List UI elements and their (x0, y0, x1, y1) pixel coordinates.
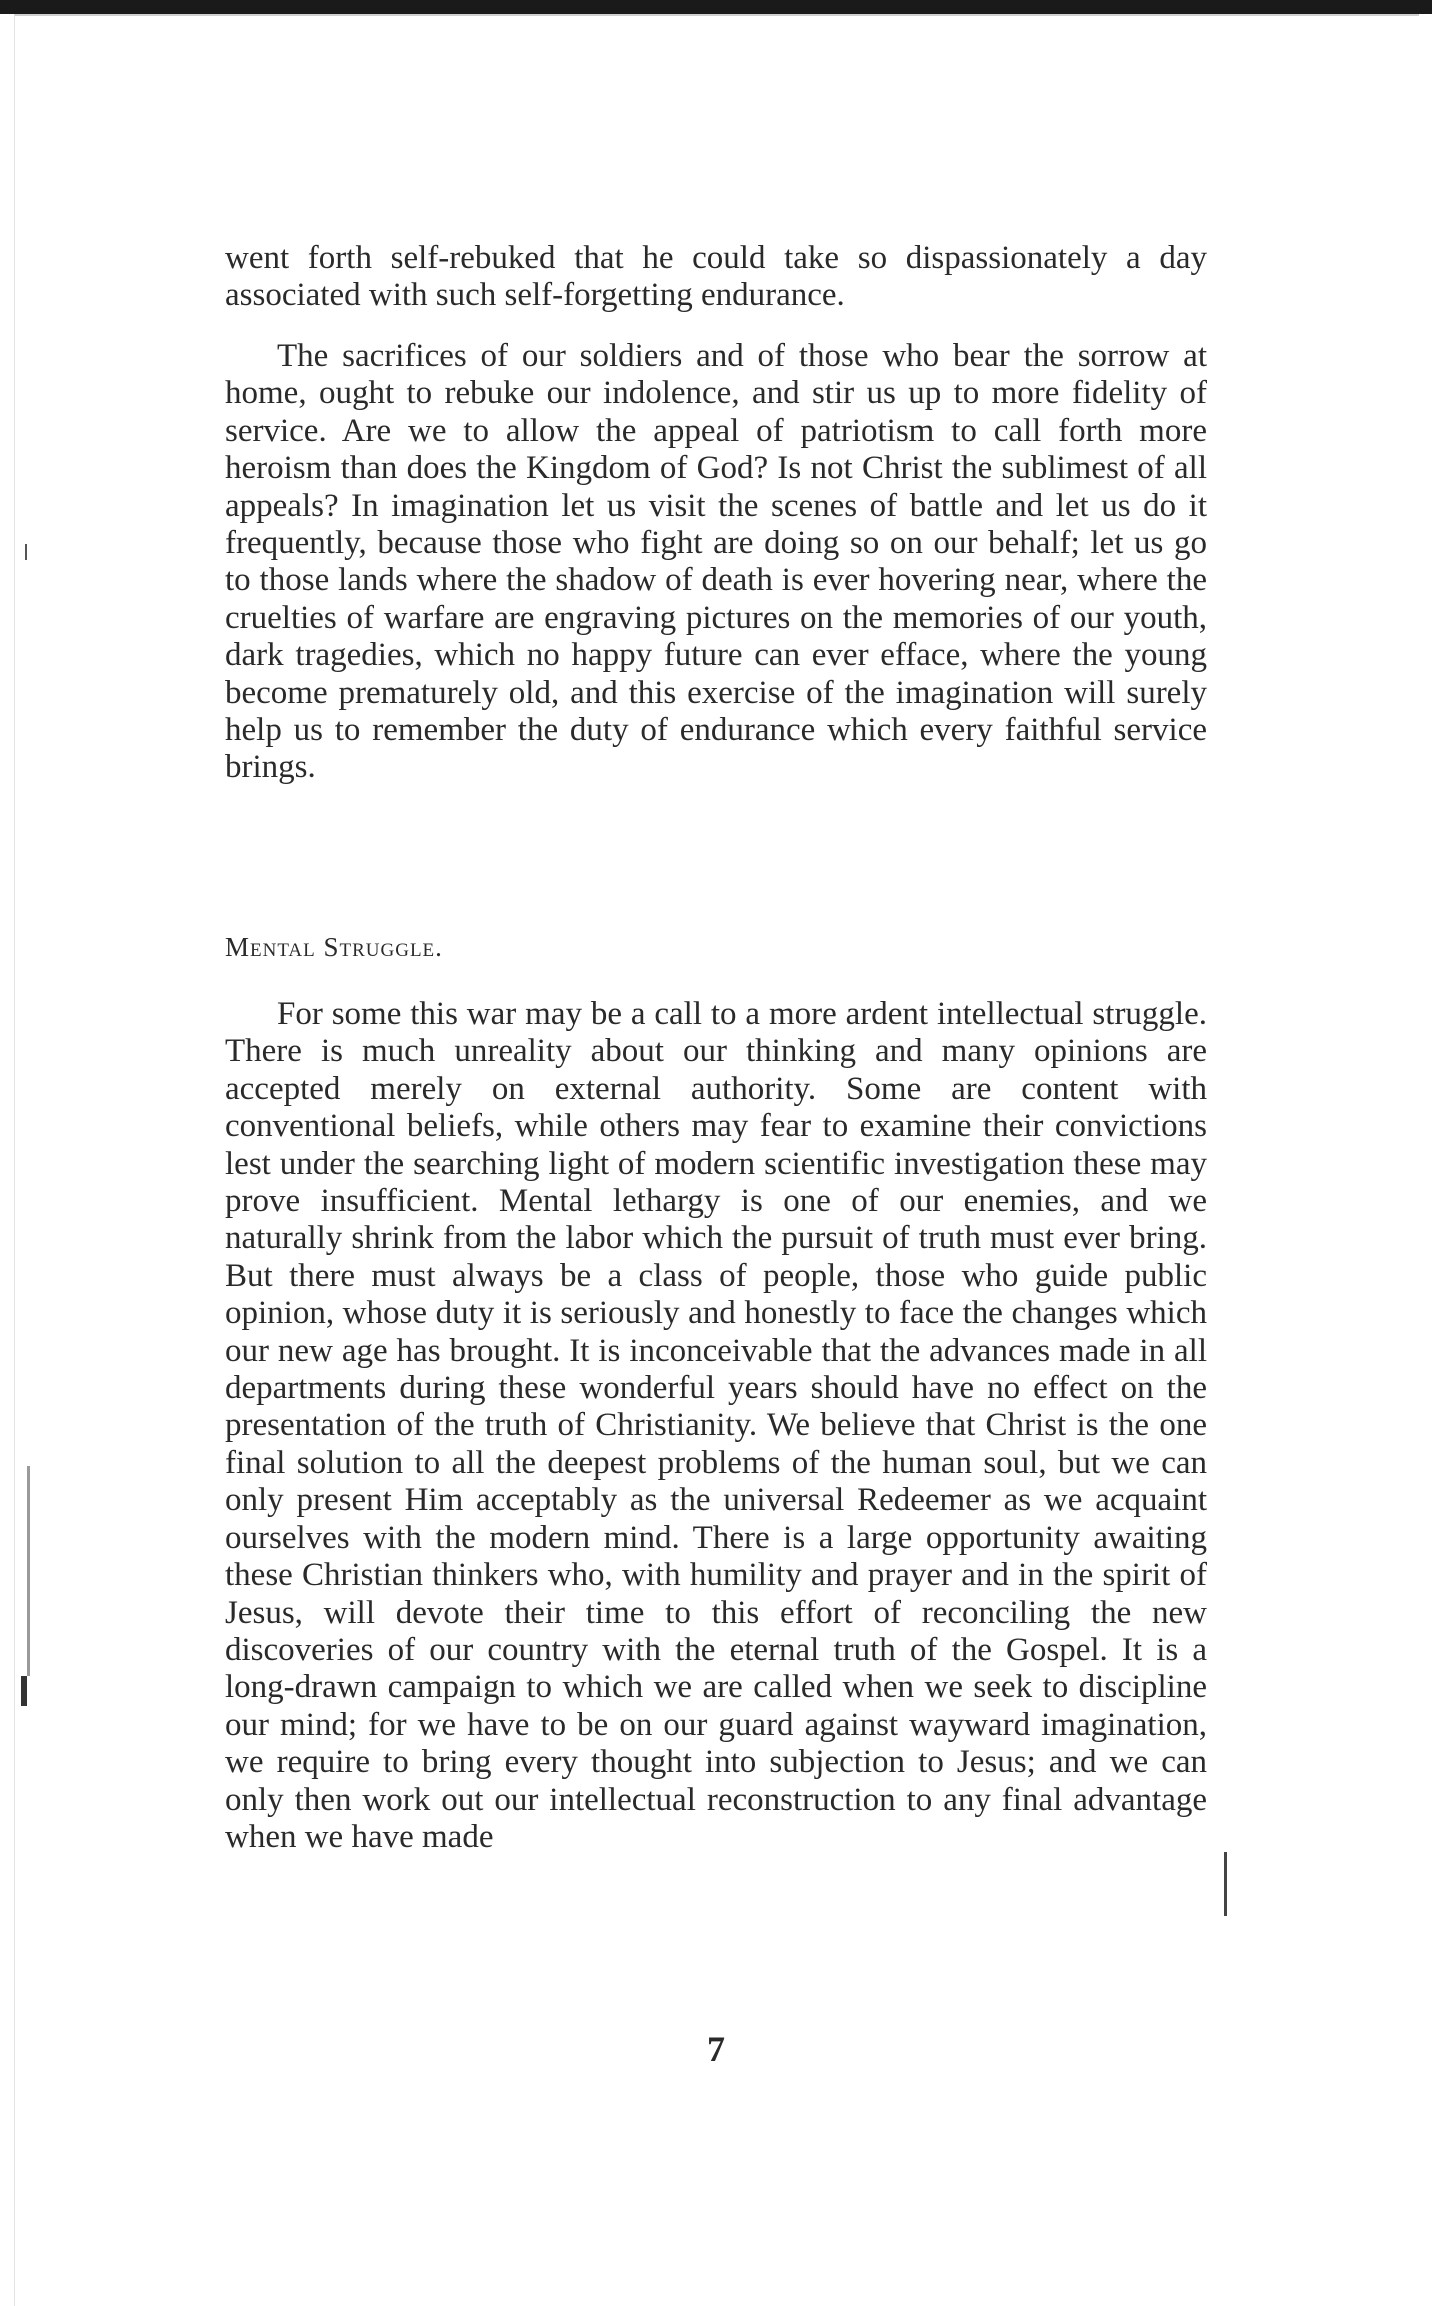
binding-mark (25, 544, 27, 560)
section-heading: Mental Struggle. (225, 932, 443, 962)
paragraph-text: The sacrifices of our soldiers and of those who bear the sorrow at home, ought to rebuke our indolence, and stir us up to more fidelity of service. Are we to allow the appeal of patriotism to call forth more heroism than does the Kingdom of God? Is not Christ the sublimest of all appeals? In imagination let us visit the scenes of battle and let us do it frequently, because those who fight are doing so on our behalf; let us go to those lands where the shadow of death is ever hovering near, where the cruelties of warfare are engraving pictures on the memories of our youth, dark tragedies, which no happy future can ever efface, where the young become prematurely old, and this exercise of the imagination will surely help us to remember the duty of endurance which every faithful service brings. (225, 338, 1207, 786)
paragraph-text: For some this war may be a call to a more ardent intellectual struggle. There is much unreality about our thinking and many opinions are accepted merely on external authority. Some are content with conventional beliefs, while others may fear to examine their convictions lest under the searching light of modern scientific investigation these may prove insufficient. Mental lethargy is one of our enemies, and we naturally shrink from the labor which the pursuit of truth must ever bring. But there must always be a class of people, those who guide public opinion, whose duty it is seriously and honestly to face the changes which our new age has brought. It is inconceivable that the advances made in all departments during these wonderful years should have no effect on the presentation of the truth of Christianity. We believe that Christ is the one final solution to all the deepest problems of the human soul, but we can only present Him acceptably as the universal Redeemer as we acquaint ourselves with the modern mind. There is a large opportunity awaiting these Christian thinkers who, with humility and prayer and in the spirit of Jesus, will devote their time to this effort of reconciling the new discoveries of our country with the eternal truth of the Gospel. It is a long-drawn campaign to which we are called when we seek to discipline our mind; for we have to be on our guard against wayward imagination, we require to bring every thought into subjection to Jesus; and we can only then work out our intellectual reconstruction to any final advantage when we have made (225, 996, 1207, 1855)
binding-mark (21, 1676, 27, 1706)
paragraph-text: went forth self-rebuked that he could take so dispassionately a day associated with such self-forgetting endurance. (225, 240, 1207, 314)
margin-bracket-mark (1224, 1852, 1227, 1916)
scan-top-border (0, 0, 1432, 14)
mental-struggle-paragraph (225, 996, 1207, 1856)
binding-mark (27, 1466, 30, 1676)
sacrifices-paragraph (225, 338, 1207, 787)
continued-paragraph (225, 240, 1207, 315)
page-number: 7 (707, 2029, 725, 2069)
